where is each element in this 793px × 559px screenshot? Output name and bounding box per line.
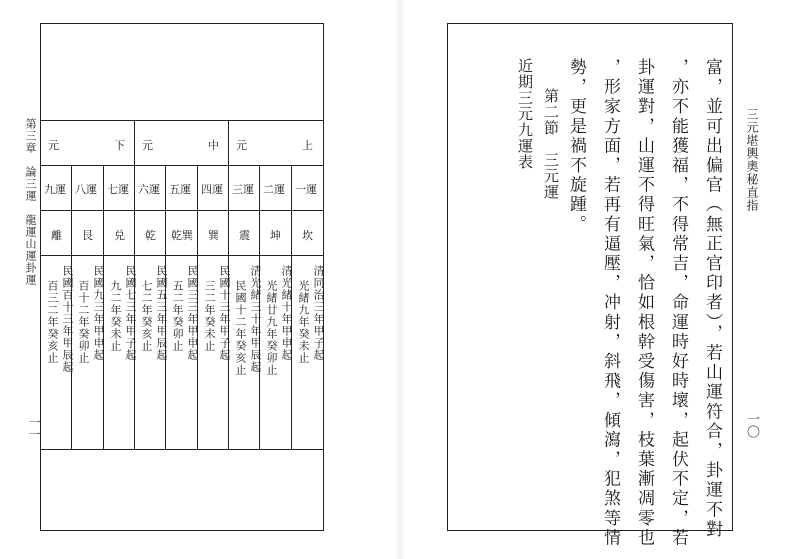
period-8-start: 民國九三年甲申起 (92, 265, 105, 361)
gua-name-6: 乾 (145, 229, 156, 242)
period-9-end: 百三二年癸亥止 (46, 280, 59, 364)
period-1-end: 光緒九年癸未止 (297, 280, 310, 364)
period-1-start: 清同治三年甲子起 (312, 265, 325, 361)
gua-name-9: 離 (51, 229, 62, 242)
yuan-header-upper-second: 上 (302, 139, 313, 152)
right-running-head: 三元堪輿奧秘直指 (745, 108, 759, 212)
gua-name-5: 乾巽 (171, 229, 193, 242)
gua-name-1: 坎 (302, 229, 313, 242)
period-8-end: 百十二年癸卯止 (77, 280, 90, 364)
body-column-1: 富，並可出偏官（無正官印者），若山運符合，卦運不對 (702, 58, 722, 540)
gua-name-7: 兑 (114, 229, 125, 242)
yuan-header-middle-second: 中 (208, 139, 219, 152)
gua-name-2: 坤 (270, 229, 281, 242)
left-running-head: 第三章 論三運 龍運山運卦運 (24, 118, 37, 286)
period-4-start: 民國十三年甲子起 (218, 265, 231, 361)
period-5-end: 五二年癸卯止 (171, 280, 184, 352)
yuan-header-lower-first: 元 (48, 139, 59, 152)
body-column-4: ，形家方面，若再有逼壓，冲射，斜飛，傾瀉，犯煞等情 (600, 58, 620, 548)
yuan-header-upper-first: 元 (236, 139, 247, 152)
yun-header-6: 六運 (138, 183, 160, 196)
yun-header-2: 二運 (263, 183, 285, 196)
period-5-start: 民國三三年甲申起 (186, 265, 199, 361)
period-2-end: 光緒廿九年癸卯止 (265, 280, 278, 376)
body-column-5: 勢，更是禍不旋踵。 (566, 58, 586, 235)
yun-header-9: 九運 (44, 183, 66, 196)
section-heading: 第二節 三元運 (542, 88, 560, 200)
period-3-end: 民國十二年癸亥止 (234, 280, 247, 376)
period-6-start: 民國五三年甲辰起 (155, 265, 168, 361)
period-7-start: 民國七三年甲子起 (124, 265, 137, 361)
period-3-start: 清光緒三十年甲辰起 (249, 265, 262, 373)
gua-name-3: 震 (239, 229, 250, 242)
period-2-start: 清光緒十年甲申起 (280, 265, 293, 361)
yun-header-3: 三運 (232, 183, 254, 196)
yuan-header-lower-second: 下 (114, 139, 125, 152)
gua-name-8: 艮 (82, 229, 93, 242)
book-fold (395, 0, 405, 559)
period-4-end: 三二年癸未止 (203, 280, 216, 352)
yuan-header-middle-first: 元 (142, 139, 153, 152)
yun-header-5: 五運 (169, 183, 191, 196)
period-6-end: 七二年癸亥止 (140, 280, 153, 352)
right-page-number: 一〇 (744, 412, 759, 438)
gua-name-4: 巽 (208, 229, 219, 242)
yun-header-1: 一運 (295, 183, 317, 196)
left-page-number: 一一 (27, 416, 41, 440)
body-column-2: ，亦不能獲福，不得常吉，命運時好時壞，起伏不定，若 (668, 58, 688, 548)
yun-header-7: 七運 (107, 183, 129, 196)
body-column-3: 卦運對，山運不得旺氣，恰如根幹受傷害，枝葉漸凋零也 (634, 58, 654, 548)
yun-header-4: 四運 (201, 183, 223, 196)
period-7-end: 九二年癸未止 (109, 280, 122, 352)
yun-table (40, 120, 324, 450)
yun-header-8: 八運 (75, 183, 97, 196)
period-9-start: 民國百十三年甲辰起 (61, 265, 74, 373)
table-heading: 近期三元九運表 (516, 58, 534, 170)
